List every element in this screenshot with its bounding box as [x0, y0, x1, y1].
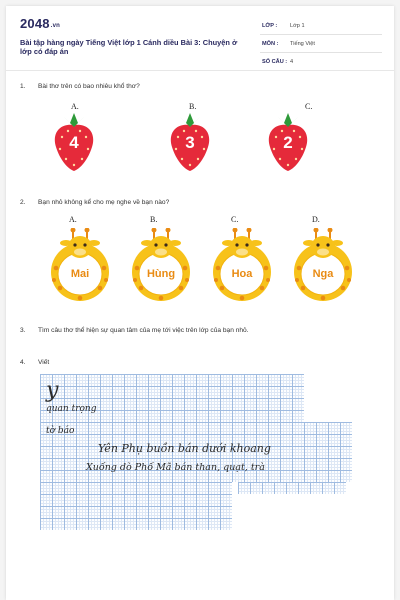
meta-value: Lớp 1	[290, 23, 305, 29]
meta-row-question-count	[260, 56, 382, 71]
meta-label: MÔN :	[262, 41, 279, 47]
option-label-d: D.	[312, 215, 320, 224]
handwritten-word: quan trọng	[46, 404, 97, 414]
giraffe-frame-icon[interactable]	[42, 228, 118, 304]
strawberry-number: 3	[185, 133, 195, 152]
worksheet-meta	[260, 20, 382, 74]
question-number: 1.	[20, 83, 26, 90]
handwritten-letter: y	[46, 378, 59, 403]
question-text: Bạn nhỏ không kể cho mẹ nghe về bạn nào?	[38, 199, 170, 206]
giraffe-name: Hoa	[231, 268, 253, 280]
meta-value: Tiếng Việt	[290, 41, 315, 47]
meta-value: 4	[290, 59, 294, 65]
worksheet-title: Bài tập hàng ngày Tiếng Việt lớp 1 Cánh diều Bài 3: Chuyện ở lớp có đáp án	[20, 38, 238, 56]
question-number: 2.	[20, 199, 26, 206]
handwritten-line: Yên Phụ buồn bán dưới khoang	[98, 442, 271, 455]
strawberry-number: 2	[283, 133, 293, 152]
giraffe-frame-icon[interactable]	[285, 228, 361, 304]
grid-block	[40, 482, 232, 530]
meta-label: LỚP :	[262, 23, 278, 29]
handwritten-line: Xuống dò Phố Mã bán than, quạt, trà	[86, 462, 265, 473]
option-label-b: B.	[150, 215, 158, 224]
worksheet-header	[20, 16, 380, 72]
grid-block	[40, 374, 304, 422]
giraffe-name: Nga	[312, 268, 334, 280]
question-number: 4.	[20, 359, 26, 366]
logo-suffix: .vn	[50, 23, 61, 29]
question-text: Bài thơ trên có bao nhiêu khổ thơ?	[38, 83, 140, 90]
grid-block	[238, 482, 346, 494]
giraffe-frame-icon[interactable]	[204, 228, 280, 304]
meta-row-class	[260, 20, 382, 35]
option-label-c: C.	[305, 102, 313, 111]
question-number: 3.	[20, 327, 26, 334]
site-logo[interactable]	[20, 16, 60, 31]
giraffe-frame-icon[interactable]	[123, 228, 199, 304]
option-label-c: C.	[231, 215, 239, 224]
giraffe-name: Mai	[70, 268, 90, 280]
question-text: Tìm câu thơ thể hiện sự quan tâm của mẹ tới việc trên lớp của bạn nhỏ.	[38, 327, 249, 334]
meta-label: SỐ CÂU :	[262, 59, 288, 65]
logo-text: 2048	[20, 16, 50, 31]
giraffe-name: Hùng	[146, 268, 176, 280]
option-label-a: A.	[71, 102, 79, 111]
meta-row-subject	[260, 38, 382, 53]
handwritten-word: tờ báo	[46, 426, 75, 436]
option-label-a: A.	[69, 215, 77, 224]
strawberry-number: 4	[69, 133, 79, 152]
worksheet-page	[6, 6, 394, 600]
header-divider	[6, 70, 394, 71]
question-text: Viết	[38, 359, 50, 366]
option-label-b: B.	[189, 102, 197, 111]
